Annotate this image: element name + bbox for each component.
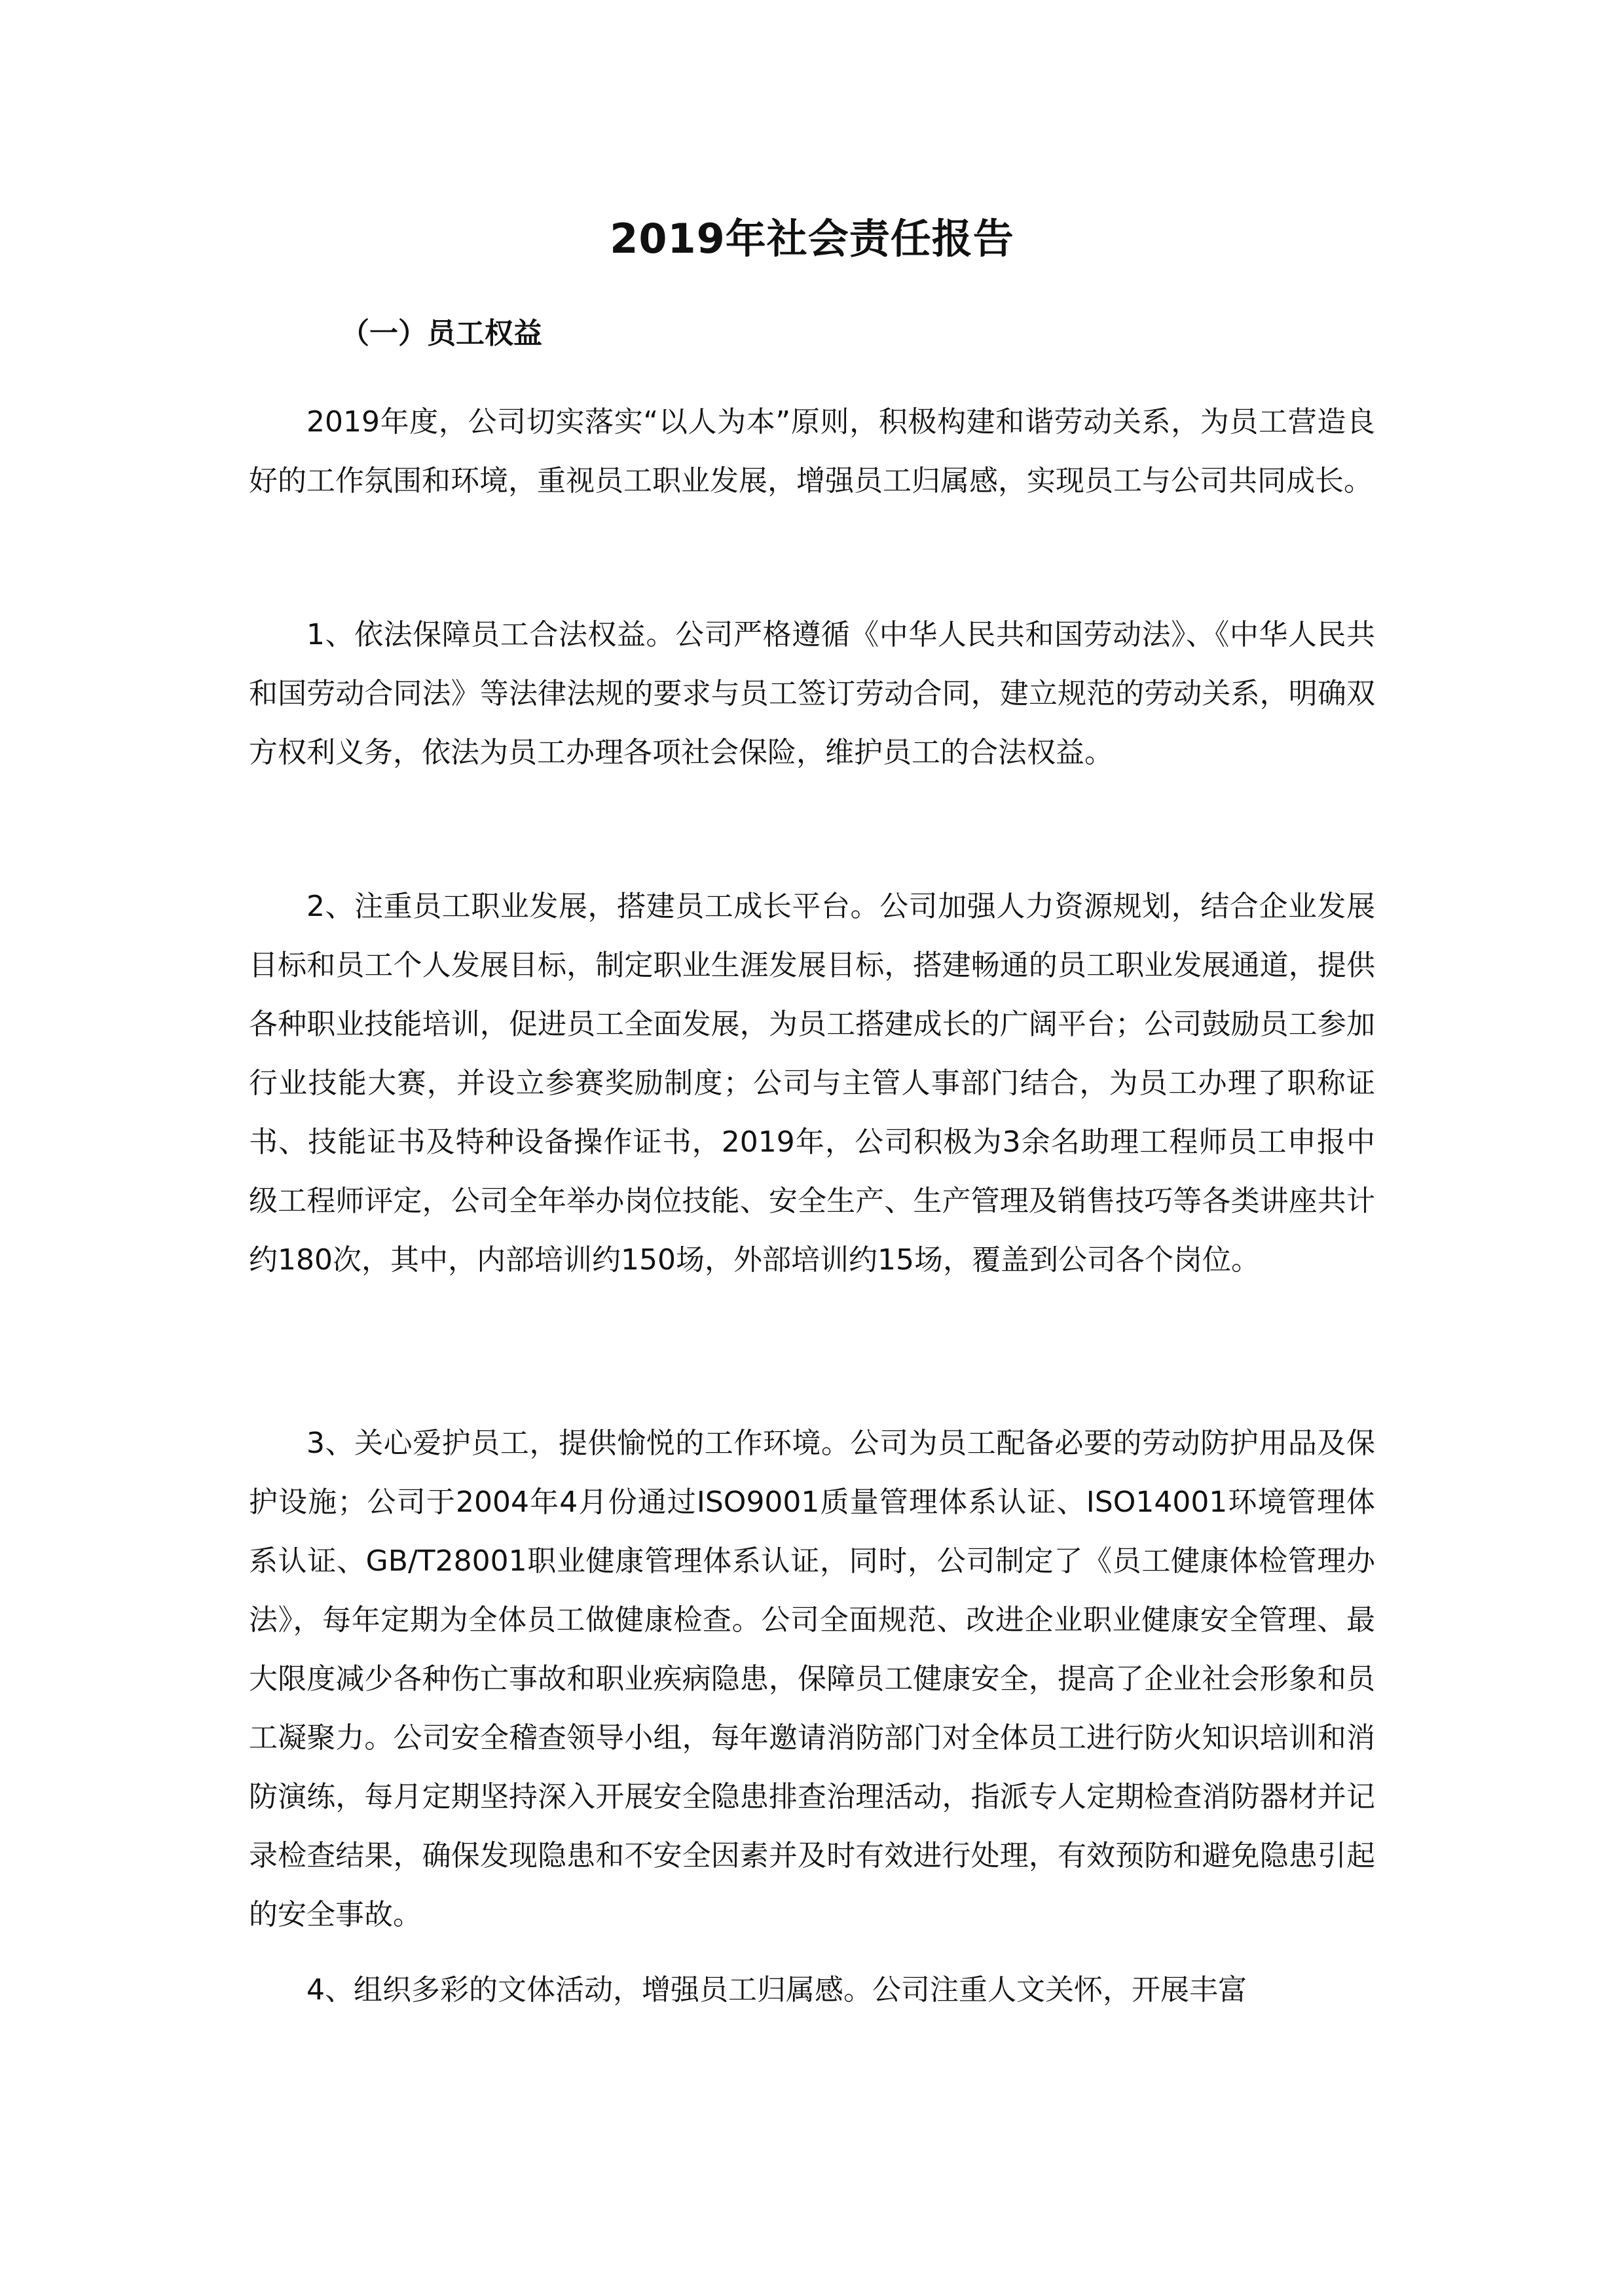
paragraph-cultural-activities: 4、组织多彩的文体活动，增强员工归属感。公司注重人文关怀，开展丰富 [306,1973,1247,2007]
paragraph-work-environment: 3、关心爱护员工，提供愉悦的工作环境。公司为员工配备必要的劳动防护用品及保护设施；公司于2004年4月份通过ISO9001质量管理体系认证、ISO14001环境管理体系认证、GB/T28001职业健康管理体系认证，同时，公司制定了《员工健康体检管理办法》，每年定期为全体员工做健康检查。公司全面规范、改进企业职业健康安全管理、最大限度减少各种伤亡事故和职业疾病隐患，保障员工健康安全，提高了企业社会形象和员工凝聚力。公司安全稽查领导小组，每年邀请消防部门对全体员工进行防火知识培训和消防演练，每月定期坚持深入开展安全隐患排查治理活动，指派专人定期检查消防器材并记录检查结果，确保发现隐患和不安全因素并及时有效进行处理，有效预防和避免隐患引起的安全事故。 [249,1427,1375,1931]
paragraph-intro: 2019年度，公司切实落实“以人为本”原则，积极构建和谐劳动关系，为员工营造良好的工作氛围和环境，重视员工职业发展，增强员工归属感，实现员工与公司共同成长。 [249,405,1375,498]
document-title: 2019年社会责任报告 [610,215,1014,263]
section-heading: （一）员工权益 [341,317,542,350]
paragraph-career-development: 2、注重员工职业发展，搭建员工成长平台。公司加强人力资源规划，结合企业发展目标和员工个人发展目标，制定职业生涯发展目标，搭建畅通的员工职业发展通道，提供各种职业技能培训，促进员工全面发展，为员工搭建成长的广阔平台；公司鼓励员工参加行业技能大赛，并设立参赛奖励制度；公司与主管人事部门结合，为员工办理了职称证书、技能证书及特种设备操作证书，2019年，公司积极为3余名助理工程师员工申报中级工程师评定，公司全年举办岗位技能、安全生产、生产管理及销售技巧等各类讲座共计约180次，其中，内部培训约150场，外部培训约15场，覆盖到公司各个岗位。 [249,890,1375,1277]
paragraph-legal-rights: 1、依法保障员工合法权益。公司严格遵循《中华人民共和国劳动法》、《中华人民共和国劳动合同法》等法律法规的要求与员工签订劳动合同，建立规范的劳动关系，明确双方权利义务，依法为员工办理各项社会保险，维护员工的合法权益。 [249,618,1375,769]
